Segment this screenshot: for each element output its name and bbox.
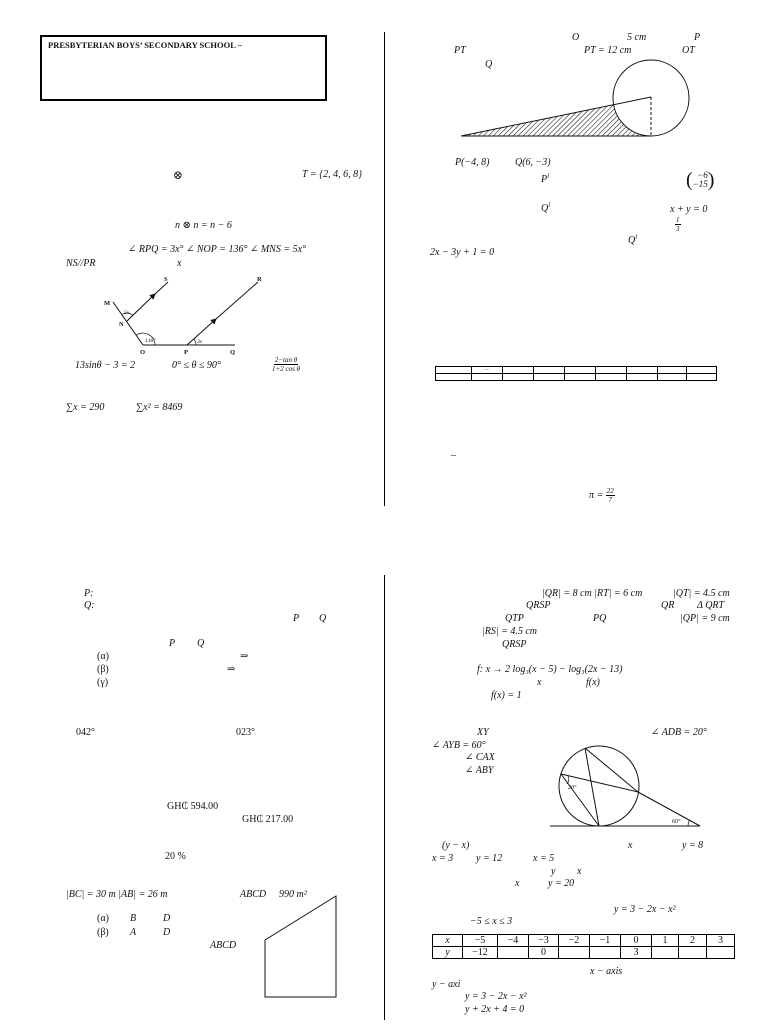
function-definition: f: x → 2 log₃(x − 5) − log₃(2x − 13) — [477, 664, 623, 675]
part-b-vertex-1: A — [130, 927, 137, 938]
domain-range: −5 ≤ x ≤ 3 — [470, 916, 513, 927]
table-cell — [498, 947, 529, 959]
sum-x-squared: ∑x² = 8469 — [136, 402, 183, 413]
price-1: GH₵ 594.00 — [167, 801, 219, 812]
table-cell — [687, 374, 717, 381]
chord — [585, 748, 599, 826]
arc-rpq — [194, 339, 196, 345]
side-pq: PQ — [593, 613, 607, 624]
q-image-base: Q — [541, 203, 549, 214]
q-image-2-sup: I — [635, 234, 638, 241]
value-x-3: x = 3 — [432, 853, 454, 864]
angle-aby: ∠ ABY — [465, 765, 494, 776]
table-cell — [658, 367, 687, 374]
table-cell: 3 — [621, 947, 652, 959]
shape-name: ABCD — [240, 889, 267, 900]
table-cell — [627, 374, 658, 381]
value-y-12: y = 12 — [476, 853, 503, 864]
fraction-numerator: 1 — [676, 216, 680, 224]
table-cell — [534, 374, 565, 381]
length-rs: |RS| = 4.5 cm — [482, 626, 538, 637]
sum-x: ∑x = 290 — [66, 402, 105, 413]
implies-symbol: ⇒ — [227, 664, 236, 675]
price-2: GH₵ 217.00 — [242, 814, 294, 825]
table-cell: −1 — [590, 935, 621, 947]
label-r: R — [257, 276, 262, 283]
variable-x: x — [177, 258, 182, 269]
fraction-denominator: 3 — [676, 225, 680, 233]
center-o: O — [572, 32, 580, 43]
theta-range: 0° ≤ θ ≤ 90° — [172, 360, 221, 371]
area-value: 990 m² — [279, 889, 307, 900]
label-m: M — [104, 300, 111, 307]
table-row — [433, 935, 735, 947]
part-beta: (β) — [97, 664, 109, 675]
table-cell: −12 — [463, 947, 498, 959]
variable-y: y — [551, 866, 556, 877]
table-row — [436, 367, 717, 374]
part-alpha: (α) — [97, 651, 109, 662]
angle-givens: ∠ RPQ = 3x° ∠ NOP = 136° ∠ MNS = 5x° — [128, 244, 307, 255]
fraction-one-third — [675, 216, 681, 233]
line-equation-1: x + y = 0 — [670, 204, 708, 215]
line-pr — [216, 282, 258, 319]
table-cell — [590, 947, 621, 959]
operation-symbol: ⊗ — [173, 168, 184, 182]
variable-x: x — [577, 866, 582, 877]
angle-label-20: 20° — [568, 785, 577, 791]
parallel-lines-diagram — [100, 272, 270, 360]
q-image-2-base: Q — [628, 235, 636, 246]
table-cell: 2 — [679, 935, 707, 947]
trig-equation: 13sinθ − 3 = 2 — [75, 360, 136, 371]
function-fx: f(x) — [586, 677, 600, 688]
line-ns-arrow — [127, 294, 155, 321]
part-b-label: (β) — [97, 927, 109, 938]
values-table — [432, 934, 735, 959]
arc-60 — [688, 820, 690, 826]
tangent-length: PT = 12 cm — [584, 45, 632, 56]
side-qr: QR — [661, 600, 675, 611]
q-image — [541, 203, 550, 215]
value-y-20: y = 20 — [548, 878, 575, 889]
statement-q: Q: — [84, 600, 95, 611]
angle-ayb: ∠ AYB = 60° — [432, 740, 486, 751]
part-gamma: (γ) — [97, 677, 109, 688]
table-cell: −4 — [498, 935, 529, 947]
table-cell — [436, 367, 472, 374]
q-image-sup: I — [548, 202, 551, 209]
operation-rule: n ⊗ n = n − 6 — [175, 220, 232, 231]
percentage: 20 % — [165, 851, 186, 862]
point-q-coords: Q(6, −3) — [515, 157, 551, 168]
angle-label-60: 60° — [672, 819, 681, 825]
angle-qtp: QTP — [505, 613, 524, 624]
table-cell — [687, 367, 717, 374]
ref-p-2: P — [169, 638, 176, 649]
y-axis-label: y − axi — [432, 979, 461, 990]
blank-table — [435, 366, 717, 381]
p-image-base: P — [541, 174, 548, 185]
table-cell — [472, 374, 503, 381]
part-a-vertex-1: B — [130, 913, 137, 924]
triangle-qrt: Δ QRT — [697, 600, 725, 611]
trapezium-shape — [265, 896, 336, 997]
label-n: N — [119, 321, 124, 328]
parallel-statement: NS//PR — [66, 258, 96, 269]
tangent-circle-diagram — [455, 55, 695, 145]
trig-expression-numerator: 2−tan θ — [274, 356, 298, 364]
bearing-2: 023° — [236, 727, 255, 738]
table-cell — [565, 374, 596, 381]
table-cell: 0 — [621, 935, 652, 947]
label-q: Q — [230, 349, 236, 356]
quadrilateral-name: QRSP — [526, 600, 551, 611]
tangent-pt: PT — [454, 45, 466, 56]
label-o: O — [140, 349, 146, 356]
trapezium-diagram — [262, 893, 340, 1001]
function-equation: f(x) = 1 — [491, 690, 522, 701]
quadrilateral-name-2: QRSP — [502, 639, 527, 650]
angle-label-mns: 5x — [124, 310, 130, 316]
table-cell — [559, 947, 590, 959]
column-divider-top — [384, 32, 385, 506]
point-p-label: P — [694, 32, 701, 43]
part-b-vertex-2: D — [163, 927, 171, 938]
lengths-qr-rt: |QR| = 8 cm |RT| = 6 cm — [542, 588, 643, 599]
table-cell: – — [472, 367, 503, 374]
length-qp: |QP| = 9 cm — [680, 613, 730, 624]
trig-expression-denominator: 1+2 cos θ — [272, 365, 300, 373]
expression-y-minus-x: (y − x) — [442, 840, 470, 851]
vector-bottom: −15 — [692, 179, 708, 189]
table-cell — [596, 367, 627, 374]
dash-mark: – — [451, 450, 456, 461]
statement-p: P: — [84, 588, 94, 599]
line-equation: y + 2x + 4 = 0 — [465, 1004, 525, 1015]
variable-x: x — [628, 840, 633, 851]
part-a-label: (α) — [97, 913, 109, 924]
school-name: PRESBYTERIAN BOYS’ SECONDARY SCHOOL – — [48, 40, 242, 50]
curve-equation: y = 3 − 2x − x² — [465, 991, 527, 1002]
angle-cax: ∠ CAX — [465, 752, 495, 763]
ref-q-2: Q — [197, 638, 205, 649]
table-cell — [534, 367, 565, 374]
pi-approximation — [589, 487, 615, 504]
pi-label: π = — [589, 489, 604, 501]
table-cell: 1 — [652, 935, 679, 947]
line-ns — [155, 282, 168, 294]
point-q-label: Q — [485, 59, 493, 70]
table-cell — [596, 374, 627, 381]
ref-q: Q — [319, 613, 327, 624]
variable-x: x — [537, 677, 542, 688]
length-qt: |QT| = 4.5 cm — [673, 588, 730, 599]
bearing-1: 042° — [76, 727, 95, 738]
angle-label-rpq: 3x — [197, 339, 203, 345]
quadratic-equation: y = 3 − 2x − x² — [614, 904, 676, 915]
table-cell — [627, 367, 658, 374]
circle-theorem-diagram — [548, 742, 704, 830]
table-cell — [679, 947, 707, 959]
label-s: S — [164, 276, 168, 283]
label-p: P — [184, 349, 188, 356]
table-cell: 0 — [529, 947, 559, 959]
tangent-xy: XY — [477, 727, 489, 738]
translation-vector: ( −6 −15 ) — [686, 169, 715, 191]
table-cell — [658, 374, 687, 381]
table-cell: y — [433, 947, 463, 959]
value-x-5: x = 5 — [533, 853, 555, 864]
column-divider-bottom — [384, 575, 385, 1020]
p-image — [541, 174, 549, 186]
table-cell: −5 — [463, 935, 498, 947]
school-header-box — [40, 35, 327, 101]
segment-ot: OT — [682, 45, 695, 56]
radius-value: 5 cm — [627, 32, 647, 43]
ref-p: P — [293, 613, 300, 624]
shape-name-2: ABCD — [210, 940, 237, 951]
part-a-vertex-2: D — [163, 913, 171, 924]
point-p-coords: P(−4, 8) — [455, 157, 490, 168]
table-cell: −3 — [529, 935, 559, 947]
q-image-2 — [628, 235, 637, 247]
table-cell — [436, 374, 472, 381]
table-cell — [652, 947, 679, 959]
trig-expression — [272, 356, 300, 373]
table-cell — [503, 367, 534, 374]
table-cell — [707, 947, 735, 959]
value-y-8: y = 8 — [682, 840, 704, 851]
vector-top: −6 — [697, 170, 708, 180]
side-lengths: |BC| = 30 m |AB| = 26 m — [66, 889, 168, 900]
angle-adb: ∠ ADB = 20° — [651, 727, 707, 738]
table-cell: x — [433, 935, 463, 947]
line-equation-2: 2x − 3y + 1 = 0 — [430, 247, 495, 258]
table-row — [436, 374, 717, 381]
table-cell: −2 — [559, 935, 590, 947]
table-cell: 3 — [707, 935, 735, 947]
x-axis-label: x − axis — [590, 966, 623, 977]
variable-x: x — [515, 878, 520, 889]
pi-denominator: 7 — [608, 496, 613, 504]
implies-symbol: ⇒ — [240, 651, 249, 662]
secant-line — [638, 792, 700, 826]
angle-label-nop: 136° — [145, 338, 156, 344]
pi-numerator: 22 — [606, 487, 614, 495]
p-image-sup: I — [547, 173, 550, 180]
set-t: T = {2, 4, 6, 8} — [302, 169, 363, 180]
table-cell — [503, 374, 534, 381]
line-om — [113, 302, 143, 345]
table-row — [433, 947, 735, 959]
table-cell — [565, 367, 596, 374]
